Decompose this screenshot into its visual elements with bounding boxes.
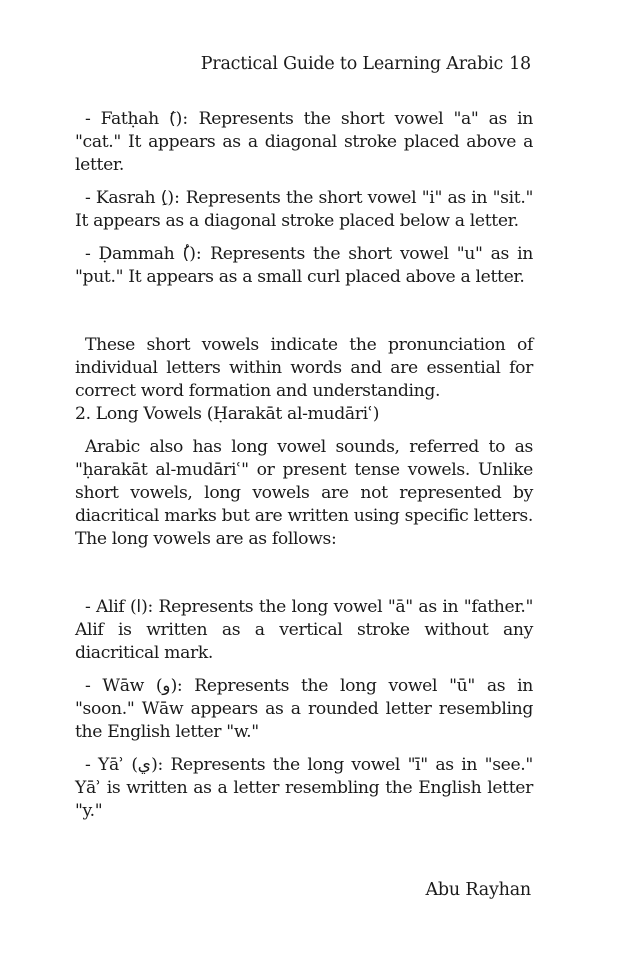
short-vowel-fathah: - Fatḥah (َ): Represents the short vowel "a" as in "cat." It appears as a diagonal stroke placed above a letter. <box>75 109 533 175</box>
author-footer: Abu Rayhan <box>425 880 531 900</box>
long-vowel-ya: - Yāʾ (ي): Represents the long vowel "ī" as in "see." Yāʾ is written as a letter resembling the English letter "y." <box>75 755 533 821</box>
short-vowel-kasrah: - Kasrah (ِ): Represents the short vowel "i" as in "sit." It appears as a diagonal stroke placed below a letter. <box>75 188 533 231</box>
summary-paragraph: These short vowels indicate the pronunciation of individual letters within words and are essential for correct word formation and understanding. <box>75 335 533 401</box>
page-body <box>75 108 533 823</box>
long-vowel-alif: - Alif (ا): Represents the long vowel "ā" as in "father." Alif is written as a vertical stroke without any diacritical mark. <box>75 597 533 663</box>
page-number: 18 <box>509 54 531 74</box>
short-vowel-dammah: - Ḍammah (ُ): Represents the short vowel "u" as in "put." It appears as a small curl placed above a letter. <box>75 244 533 287</box>
long-vowels-intro: Arabic also has long vowel sounds, referred to as "ḥarakāt al-mudāriʿ" or present tense vowels. Unlike short vowels, long vowels are not represented by diacritical marks but are written using specific letters. The long vowels are as follows: <box>75 437 533 549</box>
section-heading: 2. Long Vowels (Ḥarakāt al-mudāriʿ) <box>75 404 380 424</box>
book-title: Practical Guide to Learning Arabic <box>200 54 504 74</box>
running-header <box>201 54 531 74</box>
long-vowel-waw: - Wāw (و): Represents the long vowel "ū" as in "soon." Wāw appears as a rounded letter resembling the English letter "w." <box>75 676 533 742</box>
